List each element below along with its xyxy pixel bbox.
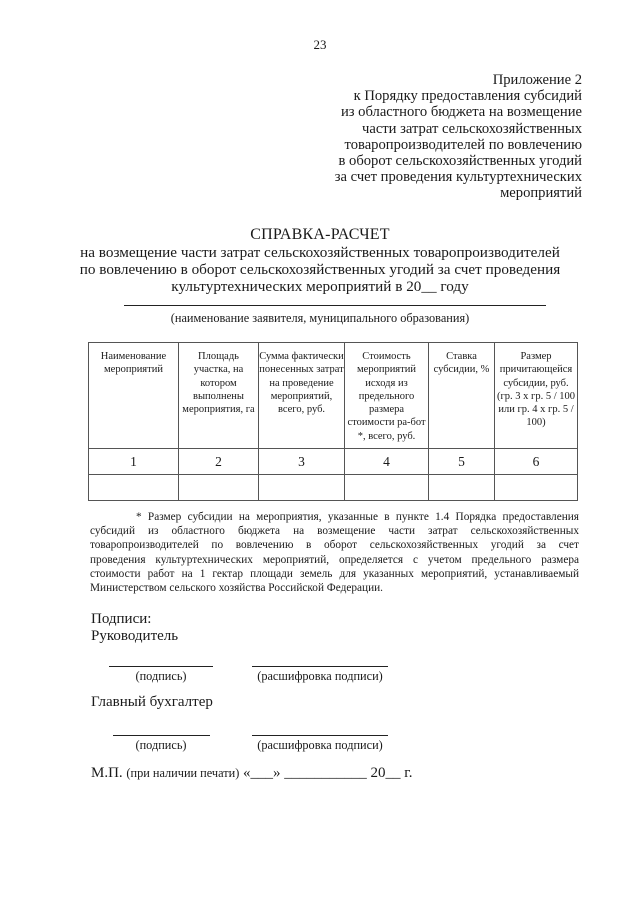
header-cell: Стоимость мероприятий исходя из предельного размера стоимости ра-бот *, всего, руб. [345, 343, 429, 449]
head-transcript-caption: (расшифровка подписи) [257, 669, 383, 683]
applicant-name-line [124, 305, 546, 306]
footnote-line: проведения культуртехнических мероприятий, определяется с учетом предельного размера [90, 553, 579, 566]
footnote-line: товаропроизводителей по вовлечению в оборот сельскохозяйственных угодий за счет [90, 539, 579, 552]
subtitle-line: по вовлечению в оборот сельскохозяйственных угодий за счет проведения [79, 261, 561, 279]
column-number: 1 [89, 449, 179, 475]
stamp-label: М.П. [91, 765, 123, 781]
date-field[interactable]: «___» ___________ 20__ г. [243, 765, 413, 781]
table-cell[interactable] [259, 475, 345, 501]
accountant-transcript-caption: (расшифровка подписи) [257, 738, 383, 752]
stamp-line [91, 765, 413, 782]
table-cell[interactable] [345, 475, 429, 501]
head-role-label: Руководитель [91, 628, 179, 644]
appendix-line: в оборот сельскохозяйственных угодий [338, 153, 582, 170]
header-cell: Сумма фактически понесенных затрат на проведение мероприятий, всего, руб. [259, 343, 345, 449]
header-cell: Площадь участка, на котором выполнены мероприятия, га [179, 343, 259, 449]
footnote [90, 510, 579, 595]
accountant-role-label: Главный бухгалтер [91, 694, 213, 710]
accountant-transcript-line[interactable] [252, 735, 388, 736]
accountant-signature-caption: (подпись) [135, 738, 187, 752]
applicant-caption: (наименование заявителя, муниципального образования) [170, 311, 470, 325]
table-header-row [89, 343, 578, 449]
appendix-line: из областного бюджета на возмещение [340, 104, 582, 121]
accountant-signature-line[interactable] [113, 735, 210, 736]
calculation-table [88, 342, 578, 501]
column-number-row [89, 449, 578, 475]
footnote-line: стоимости работ на 1 гектар площади земель для указанных мероприятий, устанавливаемый [90, 567, 579, 580]
table-cell[interactable] [179, 475, 259, 501]
head-signature-caption: (подпись) [135, 669, 187, 683]
table-cell[interactable] [495, 475, 578, 501]
subtitle-line: культуртехнических мероприятий в 20__ году [171, 278, 469, 296]
appendix-line: Приложение 2 [492, 72, 582, 88]
page-number: 23 [313, 37, 327, 52]
appendix-line: части затрат сельскохозяйственных [362, 120, 582, 137]
head-signature-line[interactable] [109, 666, 213, 667]
table-cell[interactable] [89, 475, 179, 501]
footnote-line: субсидий из областного бюджета на возмещение части затрат сельскохозяйственных [90, 525, 579, 538]
footnote-line: Министерством сельского хозяйства Российской Федерации. [90, 582, 383, 595]
column-number: 4 [345, 449, 429, 475]
appendix-line: за счет проведения культуртехнических [334, 169, 582, 186]
subtitle-line: на возмещение части затрат сельскохозяйственных товаропроизводителей [80, 244, 560, 261]
signatures-heading: Подписи: [91, 611, 152, 627]
header-cell: Ставка субсидии, % [429, 343, 495, 449]
table-cell[interactable] [429, 475, 495, 501]
appendix-line: товаропроизводителей по вовлечению [344, 136, 582, 153]
header-cell: Размер причитающейся субсидии, руб. (гр. 3 х гр. 5 / 100 или гр. 4 х гр. 5 / 100) [495, 343, 578, 449]
appendix-line: к Порядку предоставления субсидий [353, 88, 582, 105]
document-subtitle [0, 244, 640, 296]
column-number: 6 [495, 449, 578, 475]
table-row [89, 475, 578, 501]
header-cell: Наименование мероприятий [89, 343, 179, 449]
column-number: 3 [259, 449, 345, 475]
appendix-header [335, 72, 582, 202]
document-title: СПРАВКА-РАСЧЕТ [250, 226, 390, 243]
stamp-note: (при наличии печати) [126, 766, 240, 780]
appendix-line: мероприятий [500, 185, 582, 202]
footnote-line: * Размер субсидии на мероприятия, указанные в пункте 1.4 Порядка предоставления [136, 511, 579, 523]
column-number: 5 [429, 449, 495, 475]
column-number: 2 [179, 449, 259, 475]
head-transcript-line[interactable] [252, 666, 388, 667]
